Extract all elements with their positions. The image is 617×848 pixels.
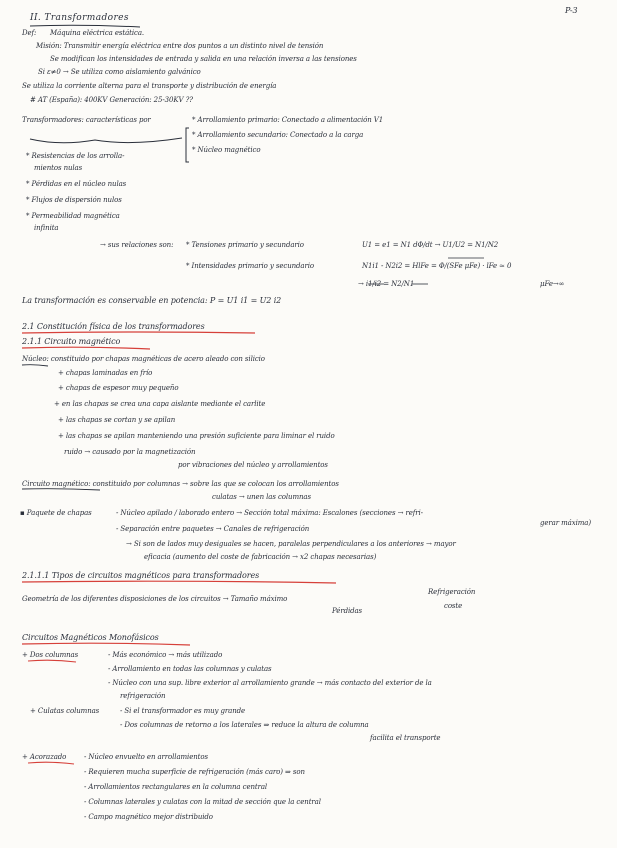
nucleo-item-2: + chapas de espesor muy pequeño [58,384,179,392]
ideal-item-1: * Resistencias de los arrolla- [26,152,125,160]
dos-columnas-item-4: refrigeración [120,692,166,700]
circuito-line-2: culatas → unen las columnas [212,493,311,501]
intensidades-label: * Intensidades primario y secundario [186,262,314,270]
circuito-line: Circuito magnético: constituido por columnas → sobre las que se colocan los arrollamientos [22,480,339,488]
caracteristicas-right-1: * Arrollamiento primario: Conectado a alimentación V1 [192,116,384,124]
definition-line: Máquina eléctrica estática. [50,29,145,37]
nucleo-ruido-sub: por vibraciones del núcleo y arrollamientos [178,461,328,469]
mision-sub-line: Se modifican los intensidades de entrada y salida en una relación inversa a las tensiones [50,55,357,63]
page-title: II. Transformadores [30,13,129,23]
nucleo-item-5: + las chapas se apilan manteniendo una presión suficiente para liminar el ruido [58,432,335,440]
ideal-item-1b: mientos nulas [34,164,83,172]
mision-line: Misión: Transmitir energía eléctrica entre dos puntos a un distinto nivel de tensión [36,42,324,50]
acorazado-label: + Acorazado [22,753,67,761]
geometria-coste: coste [444,602,463,610]
ideal-item-2: * Pérdidas en el núcleo nulas [26,180,127,188]
tensiones-label: * Tensiones primario y secundario [186,241,304,249]
nucleo-item-6: ruido → causado por la magnetización [64,448,196,456]
nucleo-item-1: + chapas laminadas en frío [58,369,153,377]
potencia-line: La transformación es conservable en potencia: P = U1 i1 = U2 i2 [22,296,282,305]
geometria-line: Geometría de los diferentes disposiciones de los circuitos → Tamaño máximo [22,595,288,603]
caracteristicas-label: Transformadores: características por [22,116,151,124]
acorazado-item-2: - Requieren mucha superficie de refrigeración (más caro) ⇒ son [84,768,305,776]
paquete-item-2: - Separación entre paquetes → Canales de refrigeración [116,525,310,533]
section-2-1: 2.1 Constitución física de los transformadores [22,322,205,331]
dos-columnas-item-1: - Más económico → más utilizado [108,651,223,659]
paquete-label: ▪ Paquete de chapas [20,509,92,517]
intensidades-formula: N1i1 - N2i2 = HlFe = Φ/(SFe μFe) · lFe ≃ 0 [362,262,512,270]
culatas-item-1: - Si el transformador es muy grande [120,707,246,715]
nucleo-item-4: + las chapas se cortan y se apilan [58,416,176,424]
ideal-item-3: * Flujos de dispersión nulos [26,196,122,204]
geometria-refrigeracion: Refrigeración [428,588,476,596]
ideal-item-4b: infinita [34,224,59,232]
paquete-item-1: - Núcleo apilado / laborado entero → Sección total máxima: Escalones (secciones → refri- [116,509,423,517]
section-2-1-1: 2.1.1 Circuito magnético [22,337,121,346]
corriente-line: Se utiliza la corriente alterna para el transporte y distribución de energía [22,82,277,90]
caracteristicas-right-2: * Arrollamiento secundario: Conectado a la carga [192,131,364,139]
section-monofasicos: Circuitos Magnéticos Monofásicos [22,633,159,642]
tensiones-formula: U1 = e1 = N1 dΦ/dt → U1/U2 = N1/N2 [362,241,499,249]
relaciones-lead: → sus relaciones son: [100,241,174,249]
acorazado-item-5: - Campo magnético mejor distribuido [84,813,213,821]
culatas-label: + Culatas columnas [30,707,100,715]
dos-columnas-item-3: - Núcleo con una sup. libre exterior al arrollamiento grande → más contacto del exterior de la [108,679,432,687]
paquete-item-3b: eficacia (aumento del coste de fabricación → x2 chapas necesarias) [144,553,377,561]
acorazado-item-3: - Arrollamientos rectangulares en la columna central [84,783,268,791]
nucleo-label: Núcleo: constituido por chapas magnéticas de acero aleado con silicio [22,355,265,363]
paquete-item-3: → Si son de lados muy desiguales se hacen, paralelas perpendiculares a los anteriores → mayor [126,540,456,548]
nucleo-item-3: + en las chapas se crea una capa aislante mediante el carlite [54,400,266,408]
ideal-item-4: * Permeabilidad magnética [26,212,120,220]
aislamiento-line: Si ε≠0 → Se utiliza como aislamiento galvánico [38,68,201,76]
acorazado-item-4: - Columnas laterales y culatas con la mitad de sección que la central [84,798,321,806]
culatas-item-2: - Dos columnas de retorno a los laterales ⇒ reduce la altura de columna [120,721,369,729]
intensidades-ratio: → i1/i2 = N2/N1 [358,280,415,288]
caracteristicas-right-3: * Núcleo magnético [192,146,261,154]
geometria-perdidas: Pérdidas [332,607,363,615]
culatas-item-3: facilita el transporte [370,734,441,742]
mu-infinite-note: μFe→∞ [540,280,565,288]
definition-label: Def: [22,29,37,37]
dos-columnas-item-2: - Arrollamiento en todas las columnas y culatas [108,665,272,673]
at-line: # AT (España): 400KV Generación: 25-30KV ?? [30,96,193,104]
acorazado-item-1: - Núcleo envuelto en arrollamientos [84,753,208,761]
section-2-1-1-1: 2.1.1.1 Tipos de circuitos magnéticos para transformadores [22,571,260,580]
page-number: P-3 [565,6,578,15]
dos-columnas-label: + Dos columnas [22,651,79,659]
paquete-item-1b: gerar máxima) [540,519,591,527]
